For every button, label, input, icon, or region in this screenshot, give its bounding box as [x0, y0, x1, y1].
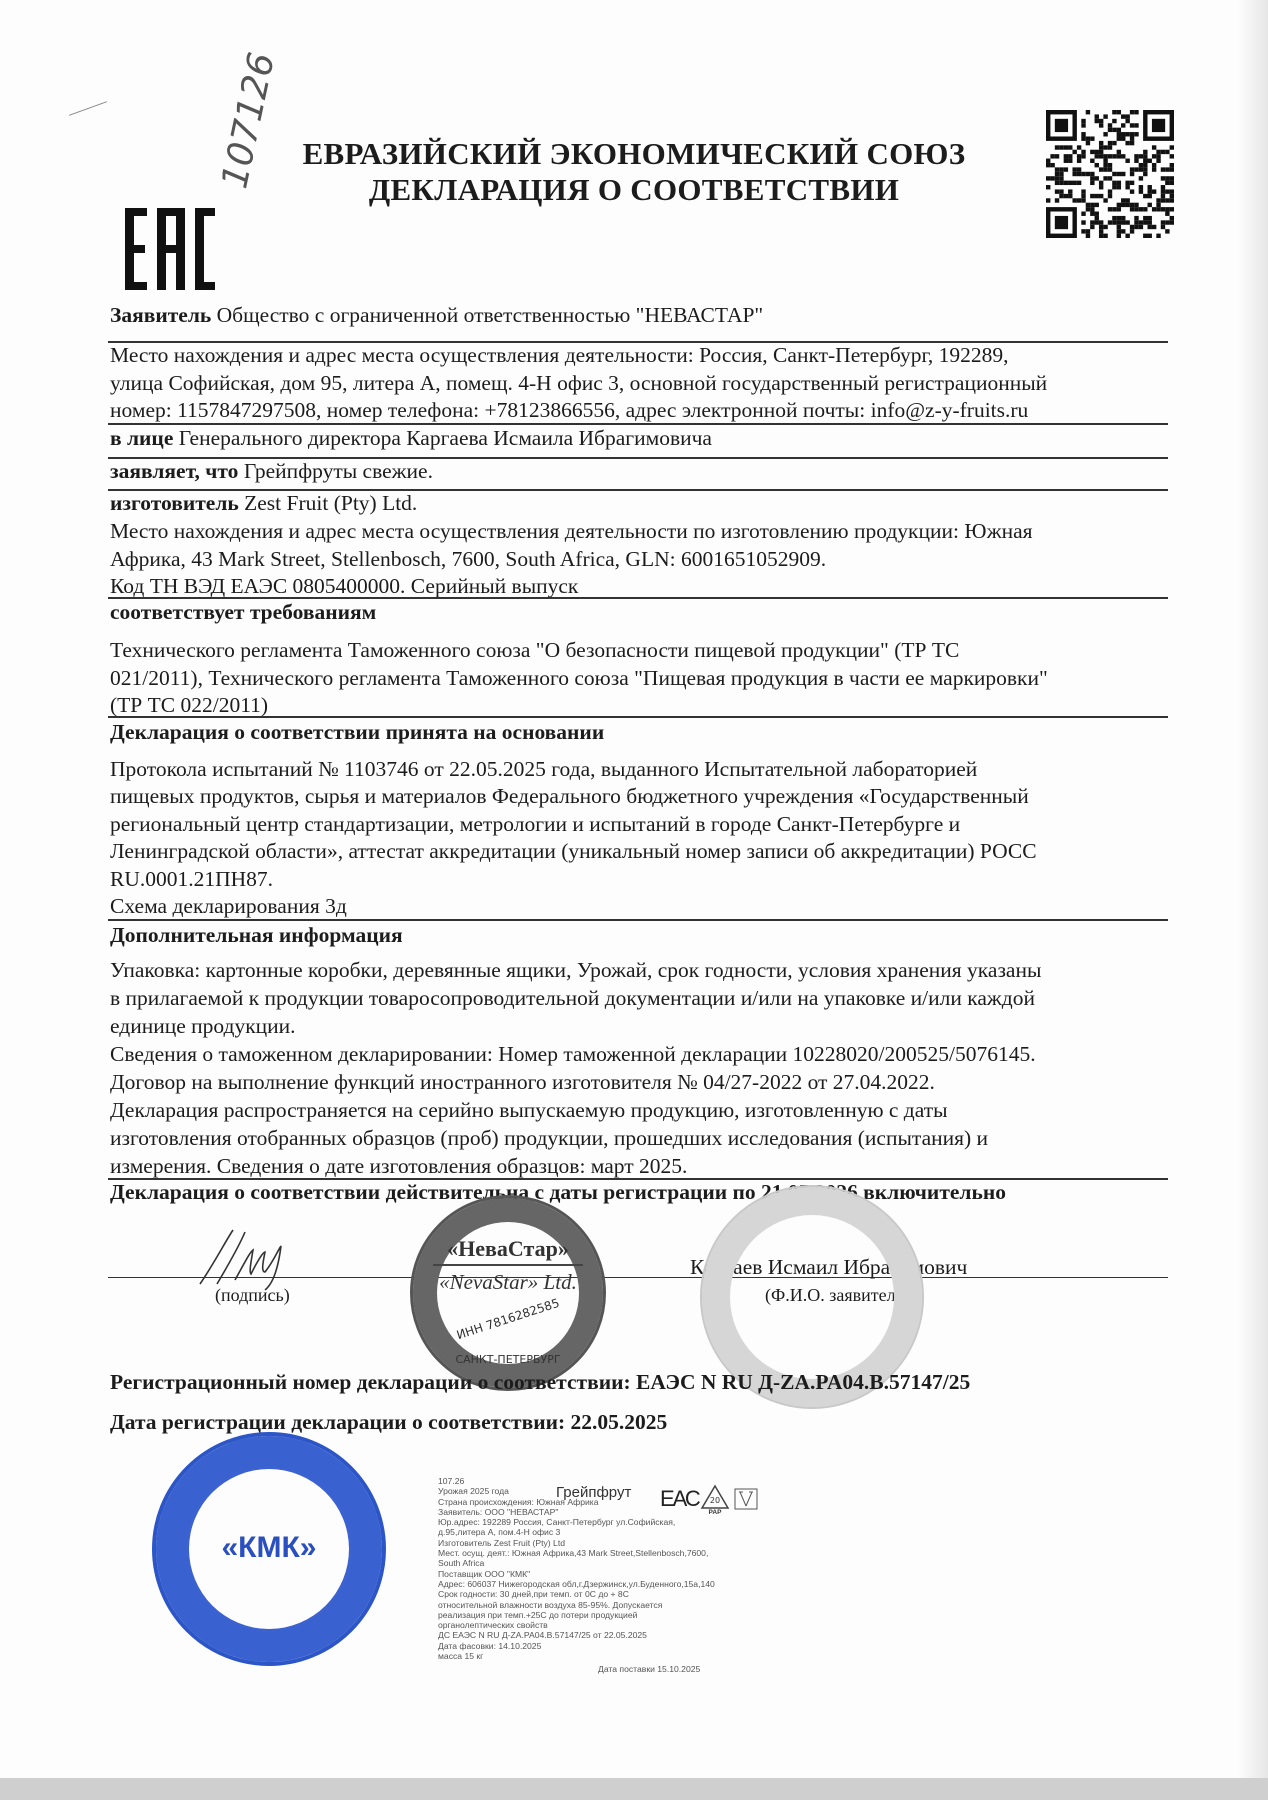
sticker-line: South Africa — [438, 1558, 485, 1569]
stamp-inn: ИНН 7816282585 — [454, 1295, 562, 1343]
manufacturer-address-lines — [110, 518, 1033, 601]
registration-date-row — [110, 1409, 667, 1437]
sticker-line: реализация при темп.+25С до потери продукцией — [438, 1609, 638, 1620]
sticker-line: Поставщик ООО "КМК" — [438, 1568, 531, 1579]
basis-line: Протокола испытаний № 1103746 от 22.05.2025 года, выданного Испытательной лабораторией — [110, 757, 978, 781]
requirements-lines — [110, 637, 1048, 720]
sticker-line: Дата фасовки: 14.10.2025 — [438, 1640, 542, 1651]
sticker-line: Изготовитель Zest Fruit (Pty) Ltd — [438, 1537, 566, 1548]
company-stamp — [410, 1195, 606, 1391]
divider — [108, 919, 1168, 921]
applicant-address-line: номер: 1157847297508, номер телефона: +78123866556, адрес электронной почты: info@z-y-fruits.ru — [110, 398, 1029, 422]
requirements-line: (ТР ТС 022/2011) — [110, 693, 269, 717]
applicant-label: Заявитель — [110, 303, 212, 327]
applicant-address-lines — [110, 342, 1047, 425]
declares-row — [110, 458, 433, 486]
basis-line: региональный центр стандартизации, метрологии и испытаний в городе Санкт-Петербурге и — [110, 811, 961, 836]
represented-by-value: Генерального директора Каргаева Исмаила Ибрагимовича — [178, 426, 712, 450]
sticker-line: масса 15 кг — [438, 1651, 484, 1662]
additional-heading: Дополнительная информация — [110, 923, 403, 947]
sticker-eac-logo: ЕАС — [660, 1486, 699, 1511]
applicant-name: Каргаев Исмаил Ибрагимович — [690, 1255, 968, 1279]
additional-line: Сведения о таможенном декларировании: Номер таможенной декларации 10228020/200525/5076145. — [110, 1042, 1036, 1066]
sticker-line: Мест. осущ. деят.: Южная Африка,43 Mark Street,Stellenbosch,7600, — [438, 1548, 709, 1559]
stamp-company-ru: «НеваСтар» — [447, 1236, 569, 1261]
document-title: ДЕКЛАРАЦИЯ О СООТВЕТСТВИИ — [368, 172, 900, 207]
requirements-heading: соответствует требованиям — [110, 600, 377, 624]
divider — [108, 716, 1168, 718]
sticker-line: относительной влажности воздуха 85-95%. Допускается — [438, 1599, 663, 1610]
basis-lines — [110, 756, 1037, 920]
additional-line: изготовления отобранных образцов (проб) продукции, прошедших исследования (испытания) и — [110, 1126, 989, 1150]
handwritten-number: 107126 — [214, 49, 284, 192]
manufacturer-value: Zest Fruit (Pty) Ltd. — [244, 491, 418, 515]
stamp-city: САНКТ-ПЕТЕРБУРГ — [455, 1353, 561, 1366]
recycle-material-code: PAP — [708, 1509, 722, 1516]
additional-line: измерения. Сведения о дате изготовления образцов: март 2025. — [110, 1154, 688, 1178]
basis-line: пищевых продуктов, сырья и материалов Федерального бюджетного учреждения «Государственный — [110, 784, 1029, 809]
registration-date: 22.05.2025 — [570, 1410, 668, 1434]
pen-mark — [69, 101, 107, 116]
sticker-line: Страна происхождения: Южная Африка — [438, 1496, 599, 1507]
sticker-line: Заявитель: ООО "НЕВАСТАР" — [438, 1506, 559, 1517]
declares-label: заявляет, что — [110, 459, 239, 483]
name-caption: (Ф.И.О. заявителя) — [765, 1285, 910, 1305]
applicant-row — [110, 302, 763, 330]
registration-number-row — [110, 1369, 970, 1397]
validity-statement: Декларация о соответствии действительна с даты регистрации по 21.05.2026 включительно — [110, 1180, 1006, 1204]
scan-edge-bottom — [0, 1778, 1268, 1800]
basis-line: Ленинградской области», аттестат аккредитации (уникальный номер записи об аккредитации) РОСС — [110, 839, 1037, 864]
union-title: ЕВРАЗИЙСКИЙ ЭКОНОМИЧЕСКИЙ СОЮЗ — [302, 136, 966, 171]
additional-line: в прилагаемой к продукции товаросопроводительной документации и/или на упаковке и/или каждой — [110, 986, 1035, 1010]
requirements-line: Технического регламента Таможенного союза "О безопасности пищевой продукции" (ТР ТС — [110, 638, 960, 662]
registration-date-label: Дата регистрации декларации о соответствии: — [110, 1410, 566, 1434]
food-contact-icon — [734, 1488, 758, 1515]
basis-line: Схема декларирования 3д — [110, 894, 347, 919]
kmk-stamp-center: «КМК» — [221, 1531, 317, 1564]
sticker-line: 107.26 — [438, 1476, 465, 1486]
manufacturer-row — [110, 490, 417, 518]
declares-value: Грейпфруты свежие. — [243, 459, 433, 483]
sticker-title: Грейпфрут — [556, 1484, 632, 1501]
sticker-lines — [438, 1476, 715, 1661]
stamp-company-en: «NevaStar» Ltd. — [439, 1270, 577, 1294]
scan-edge-right — [1238, 0, 1268, 1800]
requirements-line: 021/2011), Технического регламента Таможенного союза "Пищевая продукция в части ее маркировки" — [110, 665, 1048, 690]
additional-line: единице продукции. — [110, 1014, 296, 1038]
sticker-line: органолептических свойств — [438, 1620, 548, 1631]
registration-number: ЕАЭС N RU Д-ZA.PA04.B.57147/25 — [636, 1370, 971, 1394]
registration-number-label: Регистрационный номер декларации о соответствии: — [110, 1370, 631, 1394]
basis-heading: Декларация о соответствии принята на основании — [110, 720, 605, 744]
applicant-value: Общество с ограниченной ответственностью "НЕВАСТАР" — [216, 303, 764, 327]
applicant-address-line: улица Софийская, дом 95, литера А, помещ. 4-Н офис 3, основной государственный регистрационный — [110, 370, 1048, 395]
sticker-line: ДС ЕАЭС N RU Д-ZA.PA04.B.57147/25 от 22.05.2025 — [438, 1630, 647, 1641]
signature-line — [108, 1277, 1168, 1278]
sticker-line: д.95,литера А, пом.4-Н офис 3 — [438, 1527, 561, 1538]
sticker-delivery-date: Дата поставки 15.10.2025 — [598, 1664, 701, 1674]
represented-by-row — [110, 425, 712, 453]
additional-line: Договор на выполнение функций иностранного изготовителя № 04/27-2022 от 27.04.2022. — [110, 1070, 935, 1094]
represented-by-label: в лице — [110, 426, 174, 450]
eac-logo — [125, 208, 215, 295]
recycle-code: 20 — [709, 1496, 721, 1505]
product-label-sticker — [438, 1472, 768, 1697]
manufacturer-address-line: Место нахождения и адрес места осуществления деятельности по изготовлению продукции: Южная — [110, 519, 1033, 543]
manufacturer-address-line: Код ТН ВЭД ЕАЭС 0805400000. Серийный выпуск — [110, 574, 579, 598]
sticker-line: Урожая 2025 года — [438, 1486, 509, 1497]
additional-lines — [110, 956, 1041, 1180]
qr-code-icon — [1045, 110, 1175, 238]
applicant-address-line: Место нахождения и адрес места осуществления деятельности: Россия, Санкт-Петербург, 192289, — [110, 343, 1009, 367]
signature-caption: (подпись) — [215, 1285, 290, 1305]
additional-line: Декларация распространяется на серийно выпускаемую продукцию, изготовленную с даты — [110, 1098, 948, 1122]
basis-line: RU.0001.21ПН87. — [110, 866, 274, 891]
sticker-line: Срок годности: 30 дней,при темп. от 0С до + 8С — [438, 1589, 629, 1600]
sticker-line: Юр.адрес: 192289 Россия, Санкт-Петербург ул.Софийская, — [438, 1517, 676, 1528]
sticker-line: Адрес: 606037 Нижегородская обл,г.Дзержинск,ул.Буденного,15а,140 — [438, 1578, 715, 1589]
additional-line: Упаковка: картонные коробки, деревянные ящики, Урожай, срок годности, условия хранения указаны — [110, 958, 1042, 982]
manufacturer-address-line: Африка, 43 Mark Street, Stellenbosch, 7600, South Africa, GLN: 6001651052909. — [110, 546, 827, 571]
manufacturer-label: изготовитель — [110, 491, 239, 515]
kmk-stamp — [152, 1432, 386, 1666]
